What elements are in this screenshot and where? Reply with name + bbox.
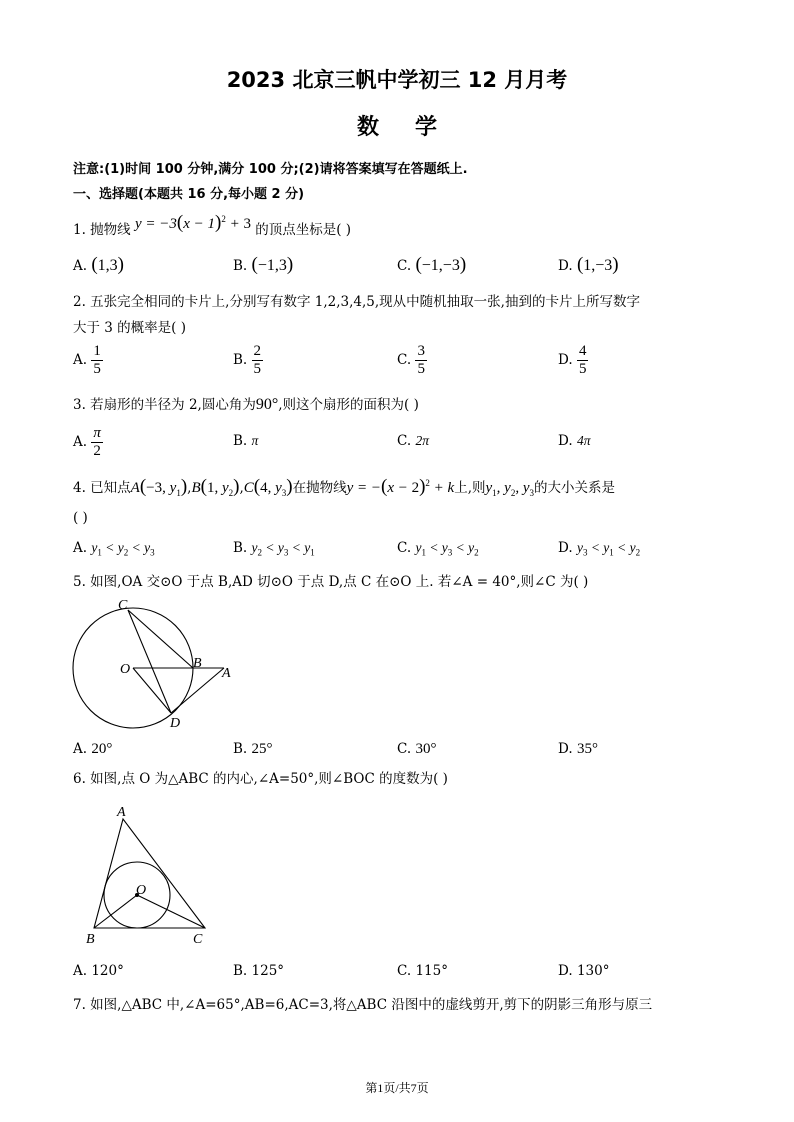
option-value: 20° <box>91 741 113 757</box>
option-label: A. <box>73 258 88 274</box>
question-4-middle: 在抛物线 <box>292 480 347 496</box>
fraction-numerator: 2 <box>253 343 262 359</box>
option-label: D. <box>558 741 573 757</box>
q3-option-a[interactable] <box>73 425 103 460</box>
q1-option-c[interactable]: C. (−1,−3) <box>397 254 467 275</box>
option-label: B. <box>233 352 248 368</box>
q5-option-b[interactable] <box>233 741 273 758</box>
q3-option-c[interactable] <box>397 433 429 449</box>
q6-option-c[interactable] <box>397 963 448 979</box>
label-c: C <box>193 932 203 947</box>
q2-option-a[interactable] <box>73 343 103 378</box>
question-1-prefix: 1. 抛物线 <box>73 222 131 238</box>
segment-co <box>137 895 205 928</box>
option-label: B. <box>233 433 248 449</box>
q4-option-d[interactable]: D. $y_3 < y_1 < y_2$ <box>558 540 641 558</box>
option-label: A. <box>73 963 88 979</box>
fraction-denominator: 5 <box>93 361 101 377</box>
option-label: A. <box>73 540 88 556</box>
q3-option-d[interactable] <box>558 433 590 449</box>
fraction-denominator: 5 <box>253 361 262 377</box>
option-value: 115° <box>415 963 448 979</box>
q2-option-c[interactable] <box>397 343 427 378</box>
q4-option-a[interactable]: A. $y_1 < y_2 < y_3$ <box>73 540 155 558</box>
q2-option-d[interactable] <box>558 343 588 378</box>
question-1-formula: $y = -3(x - 1)^2 + 3$ <box>134 212 251 233</box>
option-label: C. <box>397 540 412 556</box>
question-3 <box>73 393 419 414</box>
question-4-tail: 的大小关系是 <box>534 480 616 496</box>
fraction-numerator: 3 <box>417 343 425 359</box>
q5-option-a[interactable] <box>73 741 112 758</box>
q1-option-b[interactable]: B. (−1,3) <box>233 254 294 275</box>
label-o: O <box>136 883 147 898</box>
q5-option-c[interactable] <box>397 741 436 758</box>
question-6: 6. 如图,点 O 为△ABC 的内心,∠A=50°,则∠BOC 的度数为( ) <box>73 771 448 787</box>
option-label: A. <box>73 434 88 450</box>
fraction-numerator: 1 <box>93 343 101 359</box>
option-value: 130° <box>576 963 610 979</box>
option-label: D. <box>558 258 573 274</box>
label-d: D <box>170 716 181 731</box>
label-b: B <box>193 656 202 671</box>
subject-title: 数学 <box>356 115 473 140</box>
fraction-denominator: 5 <box>578 361 587 377</box>
question-7: 7. 如图,△ABC 中,∠A=65°,AB=6,AC=3,将△ABC 沿图中的虚线剪开,剪下的阴影三角形与原三 <box>73 997 653 1013</box>
q6-option-d[interactable] <box>558 963 609 979</box>
question-2-line-1: 2. 五张完全相同的卡片上,分别写有数字 1,2,3,4,5,现从中随机抽取一张,抽到的卡片上所写数字 <box>73 294 640 310</box>
q4-option-c[interactable]: C. $y_1 < y_3 < y_2$ <box>397 540 479 558</box>
option-label: B. <box>233 741 248 757</box>
label-a: A <box>117 805 126 820</box>
fraction-denominator: 5 <box>417 361 425 377</box>
option-value: 4π <box>576 433 591 448</box>
option-label: B. <box>233 963 248 979</box>
label-b: B <box>86 932 95 947</box>
option-value: 35° <box>576 741 598 757</box>
segment-ad <box>171 668 224 713</box>
option-value: 30° <box>415 741 437 757</box>
label-c: C <box>118 598 128 613</box>
question-2-line-2: 大于 3 的概率是( ) <box>73 320 186 336</box>
q5-option-d[interactable] <box>558 741 598 758</box>
figure-circle-tangent <box>60 595 250 735</box>
option-label: C. <box>397 352 412 368</box>
option-value: 120° <box>91 963 124 979</box>
segment-cb <box>128 610 193 668</box>
label-o: O <box>120 662 131 677</box>
exam-notice: 注意:(1)时间 100 分钟,满分 100 分;(2)请将答案填写在答题纸上. <box>73 162 468 177</box>
q1-option-d[interactable]: D. (1,−3) <box>558 254 619 275</box>
option-label: B. <box>233 540 248 556</box>
option-label: A. <box>73 352 88 368</box>
q6-option-a[interactable] <box>73 963 124 979</box>
option-value: π <box>251 433 259 448</box>
question-3-suffix: ,则这个扇形的面积为( ) <box>278 397 419 413</box>
question-4: 4. 已知点A(−3, $y_1),B(1$, $y_2),C(4$, $y_3$)在抛物线$y = -(x - 2)^2 + k$上,则$y_1$, $y_2$, $y_3$的大小关系是 <box>73 476 616 498</box>
page-footer: 第1页/共7页 <box>365 1081 429 1095</box>
segment-cd <box>128 610 171 713</box>
option-label: D. <box>558 433 573 449</box>
option-label: C. <box>397 433 412 449</box>
page-title: 2023 北京三帆中学初三 12 月月考 <box>226 68 568 92</box>
section-heading: 一、选择题(本题共 16 分,每小题 2 分) <box>73 187 305 202</box>
question-4-suffix: 上,则 <box>454 480 486 496</box>
fraction-numerator: π <box>93 425 101 441</box>
triangle-abc <box>94 819 205 928</box>
q3-option-b[interactable] <box>233 433 258 449</box>
fraction-numerator: 4 <box>578 343 587 359</box>
option-label: D. <box>558 352 573 368</box>
label-a: A <box>222 666 231 681</box>
q4-option-b[interactable]: B. $y_2 < y_3 < y_1$ <box>233 540 315 558</box>
question-4-line-2: ( ) <box>73 510 88 526</box>
option-value: 2π <box>415 433 429 448</box>
segment-od <box>133 668 171 713</box>
option-label: A. <box>73 741 88 757</box>
option-label: B. <box>233 258 248 274</box>
fraction-denominator: 2 <box>93 443 101 459</box>
option-label: C. <box>397 741 412 757</box>
option-label: D. <box>558 963 573 979</box>
q1-option-a[interactable]: A. (1,3) <box>73 254 124 275</box>
option-label: C. <box>397 963 412 979</box>
question-1 <box>73 212 352 240</box>
question-3-angle: 90° <box>255 396 279 413</box>
option-label: C. <box>397 258 412 274</box>
figure-incircle-triangle <box>76 800 226 950</box>
segment-bo <box>94 895 137 928</box>
q6-option-b[interactable] <box>233 963 284 979</box>
question-4-prefix: 4. 已知点 <box>73 480 131 496</box>
q2-option-b[interactable] <box>233 343 263 378</box>
option-label: D. <box>558 540 573 556</box>
question-1-suffix: 的顶点坐标是( ) <box>255 222 352 238</box>
question-5: 5. 如图,OA 交⊙O 于点 B,AD 切⊙O 于点 D,点 C 在⊙O 上. 若∠A = 40°,则∠C 为( ) <box>73 574 589 590</box>
question-3-prefix: 3. 若扇形的半径为 2,圆心角为 <box>73 397 256 413</box>
option-value: 25° <box>251 741 273 757</box>
option-value: 125° <box>251 963 285 979</box>
